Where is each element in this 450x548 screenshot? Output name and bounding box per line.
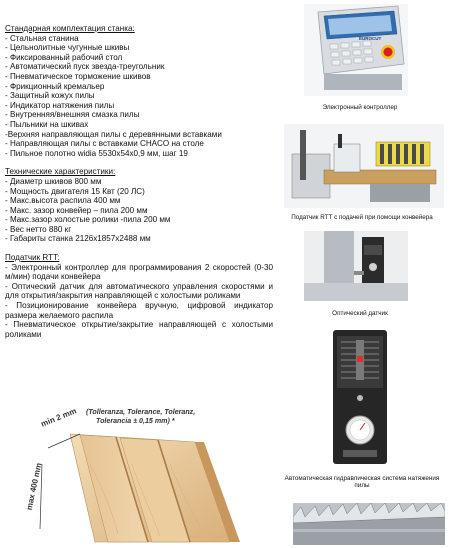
spec-item: - Мощность двигателя 15 Квт (20 ЛС) bbox=[5, 186, 145, 196]
spec-text-column bbox=[5, 24, 273, 339]
standard-item: - Пильное полотно widia 5530x54x0,9 мм, шаг 19 bbox=[5, 148, 188, 158]
standard-heading: Стандарная комплектация станка: bbox=[5, 24, 135, 33]
standard-item: - Внутренняя/внешняя смазка пилы bbox=[5, 110, 140, 120]
standard-item: - Цельнолитные чугунные шкивы bbox=[5, 43, 130, 53]
standard-item: -Верхняя направляющая пилы с деревянными вставками bbox=[5, 129, 222, 139]
tolerance-line: (Tolleranza, Tolerance, Toleranz, bbox=[86, 408, 196, 416]
hydraulic-caption: Автоматическая гидравлическая система натяжения пилы bbox=[284, 475, 440, 490]
feeder-caption: Податчик RTT с подачей при помощи конвейера bbox=[291, 214, 433, 221]
controller-photo bbox=[304, 4, 408, 96]
max-height-label: max 400 mm bbox=[24, 462, 44, 511]
feeder-item: - Пневматическое открытие/закрытие направляющей с холостыми роликами bbox=[5, 320, 273, 339]
sensor-caption: Оптический датчик bbox=[332, 310, 388, 317]
standard-item: - Пыльники на шкивах bbox=[5, 119, 89, 129]
standard-item: - Автоматический пуск звезда-треугольник bbox=[5, 62, 165, 72]
spec-item: - Диаметр шкивов 800 мм bbox=[5, 176, 102, 186]
saw-blade-photo bbox=[293, 503, 445, 545]
standard-item: - Пневматическое торможение шкивов bbox=[5, 71, 151, 81]
feeder-item: - Оптический датчик для автоматического управления скоростями и для открытия/закрытия направляющей с холостыми роликами bbox=[5, 281, 273, 301]
spec-item: - Макс.высота распила 400 мм bbox=[5, 196, 121, 206]
controller-brand: EUROCUT bbox=[359, 36, 382, 41]
tolerance-line: Tolerancia ± 0,15 mm) * bbox=[96, 416, 175, 425]
spec-item: - Вес нетто 880 кг bbox=[5, 224, 72, 234]
hydraulic-photo bbox=[327, 326, 393, 470]
sensor-photo bbox=[304, 231, 408, 301]
feeder-photo bbox=[284, 124, 444, 208]
spec-item: - Макс.зазор холостые ролики -пила 200 мм bbox=[5, 215, 171, 225]
min-thickness-label: min 2 mm bbox=[39, 406, 78, 429]
board-illustration bbox=[20, 404, 278, 544]
spec-item: - Макс. зазор конвейер – пила 200 мм bbox=[5, 205, 148, 215]
feeder-heading: Податчик RTT: bbox=[5, 253, 60, 263]
standard-item: - Защитный кожух пилы bbox=[5, 91, 95, 101]
tolerance-text bbox=[86, 408, 195, 425]
feeder-item: - Позиционирование конвейера вручную, цифровой индикатор размера желаемого распила bbox=[5, 301, 273, 320]
standard-item: - Стальная станина bbox=[5, 33, 79, 43]
standard-item: - Направляющая пилы с вставками CHACO на столе bbox=[5, 139, 204, 149]
spec-item: - Габариты станка 2126x1857x2488 мм bbox=[5, 234, 151, 244]
standard-item: - Индикатор натяжения пилы bbox=[5, 100, 115, 110]
feeder-item: - Электронный контроллер для программирования 2 скоростей (0-30 м/мин) подачи конвейера bbox=[5, 262, 273, 282]
standard-item: - Фиксированный рабочий стол bbox=[5, 52, 123, 62]
specs-heading: Технические характеристики: bbox=[5, 167, 116, 177]
standard-item: - Фрикционный кремальер bbox=[5, 81, 105, 91]
controller-caption: Электронный контроллер bbox=[322, 104, 398, 111]
